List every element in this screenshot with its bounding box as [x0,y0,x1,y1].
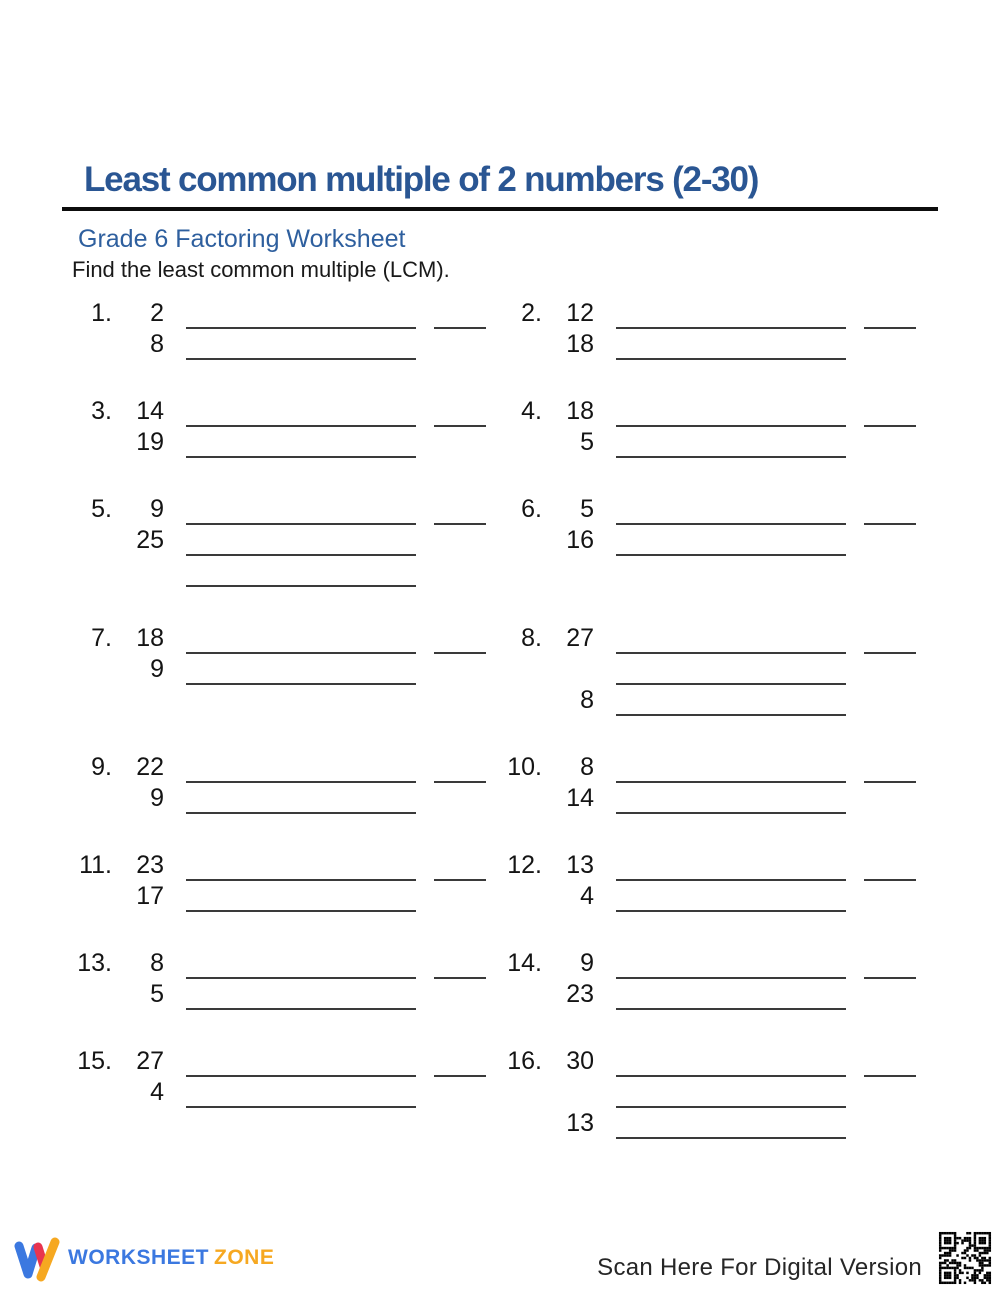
problem-number: 11. [79,851,112,880]
problem-item [64,298,494,360]
page-title: Least common multiple of 2 numbers (2-30) [84,160,759,199]
operand-row [112,556,416,587]
problem-operands [112,494,416,587]
work-line [186,783,416,814]
problem-operands [542,752,846,814]
operand-row [542,1046,846,1077]
operand-row [542,329,846,360]
work-line [616,298,846,329]
operand-row [112,427,416,458]
work-line [616,752,846,783]
answer-blank [434,948,486,979]
operand-row [112,850,416,881]
operand-value: 14 [136,397,164,426]
answer-blank [864,396,916,427]
work-line [616,1108,846,1139]
problem-item [494,298,924,360]
problem-operands [112,1046,416,1108]
problem-item [494,396,924,458]
problem-operands [112,752,416,814]
operand-value: 8 [580,753,594,782]
problem-operands [112,850,416,912]
worksheet-footer [0,1216,1000,1294]
operand-value: 9 [150,655,164,684]
work-line [616,685,846,716]
problem-item [64,752,494,814]
problem-operands [112,948,416,1010]
operand-value: 4 [580,882,594,911]
operand-value: 23 [136,851,164,880]
work-line [186,556,416,587]
operand-row [542,623,846,654]
operand-value: 9 [580,949,594,978]
answer-blank [864,298,916,329]
work-line [616,979,846,1010]
operand-value: 5 [580,428,594,457]
work-line [616,427,846,458]
operand-row [112,623,416,654]
problem-number: 15. [77,1047,112,1076]
problem-item [64,850,494,912]
problem-number: 6. [521,495,542,524]
worksheetzone-w-icon [14,1232,60,1284]
problem-item [64,623,494,716]
operand-value: 8 [150,949,164,978]
operand-row [112,396,416,427]
work-line [616,1077,846,1108]
operand-row [542,494,846,525]
problem-number: 14. [507,949,542,978]
work-line [186,850,416,881]
operand-value: 30 [566,1047,594,1076]
operand-value [542,654,594,685]
work-line [616,494,846,525]
problem-number: 13. [77,949,112,978]
operand-row [112,654,416,685]
problem-number: 9. [91,753,112,782]
work-line [186,329,416,360]
operand-row [542,396,846,427]
problem-operands [542,494,846,556]
qr-code-icon [934,1226,996,1290]
operand-row [112,979,416,1010]
operand-value: 16 [566,526,594,555]
work-line [186,427,416,458]
operand-value: 18 [566,330,594,359]
worksheet-header [0,0,1000,283]
problem-number: 3. [91,397,112,426]
work-line [186,979,416,1010]
work-line [616,783,846,814]
operand-value: 18 [136,624,164,653]
operand-value: 14 [566,784,594,813]
operand-row [112,948,416,979]
problem-operands [542,1046,846,1139]
operand-row [542,881,846,912]
operand-value [112,556,164,587]
work-line [186,298,416,329]
answer-blank [434,850,486,881]
problem-item [494,1046,924,1139]
problem-number: 10. [507,753,542,782]
answer-blank [434,298,486,329]
work-line [616,329,846,360]
answer-blank [864,948,916,979]
title-divider [62,207,938,211]
operand-row [112,783,416,814]
operand-row [542,850,846,881]
problem-item [494,494,924,587]
problem-item [64,1046,494,1139]
problem-number: 16. [507,1047,542,1076]
operand-row [542,1077,846,1108]
operand-row [112,298,416,329]
work-line [186,494,416,525]
problem-operands [542,948,846,1010]
operand-row [112,752,416,783]
problem-operands [112,623,416,685]
operand-row [542,685,846,716]
work-line [186,881,416,912]
worksheet-subtitle: Grade 6 Factoring Worksheet [78,225,406,254]
work-line [186,948,416,979]
operand-row [112,881,416,912]
operand-value [542,1077,594,1108]
problem-number: 4. [521,397,542,426]
work-line [616,850,846,881]
answer-blank [434,494,486,525]
work-line [616,525,846,556]
answer-blank [864,623,916,654]
operand-row [542,525,846,556]
work-line [616,396,846,427]
operand-value: 5 [580,495,594,524]
answer-blank [864,1046,916,1077]
operand-row [112,1077,416,1108]
operand-value: 13 [566,851,594,880]
operand-value: 27 [566,624,594,653]
operand-row [542,948,846,979]
work-line [616,1046,846,1077]
operand-value: 17 [136,882,164,911]
answer-blank [434,752,486,783]
brand-name-zone: ZONE [214,1246,275,1269]
work-line [186,1077,416,1108]
problems-grid [0,283,1000,1139]
problem-number: 12. [507,851,542,880]
answer-blank [864,494,916,525]
operand-row [112,329,416,360]
worksheet-instruction: Find the least common multiple (LCM). [72,257,450,283]
problem-number: 8. [521,624,542,653]
operand-row [542,979,846,1010]
answer-blank [434,623,486,654]
problem-item [64,396,494,458]
operand-row [542,1108,846,1139]
operand-value: 27 [136,1047,164,1076]
operand-row [112,525,416,556]
problem-number: 7. [91,624,112,653]
operand-row [542,783,846,814]
work-line [186,396,416,427]
problem-operands [112,396,416,458]
problem-operands [542,298,846,360]
operand-value: 5 [150,980,164,1009]
operand-value: 13 [566,1109,594,1138]
answer-blank [434,1046,486,1077]
problem-number: 2. [521,299,542,328]
answer-blank [434,396,486,427]
operand-value: 8 [150,330,164,359]
worksheetzone-logo [14,1232,274,1284]
problem-operands [542,850,846,912]
problem-operands [112,298,416,360]
operand-value: 4 [150,1078,164,1107]
operand-value: 9 [150,495,164,524]
work-line [616,623,846,654]
operand-row [112,1046,416,1077]
problem-item [64,948,494,1010]
answer-blank [864,850,916,881]
problem-operands [542,623,846,716]
problem-number: 1. [91,299,112,328]
work-line [616,654,846,685]
operand-value: 2 [150,299,164,328]
operand-row [542,427,846,458]
work-line [186,1046,416,1077]
work-line [186,623,416,654]
problem-item [494,623,924,716]
problem-number: 5. [91,495,112,524]
answer-blank [864,752,916,783]
operand-value: 18 [566,397,594,426]
operand-value: 12 [566,299,594,328]
brand-name-worksheet: WORKSHEET [68,1246,209,1269]
work-line [186,752,416,783]
operand-value: 22 [136,753,164,782]
problem-item [494,850,924,912]
operand-value: 23 [566,980,594,1009]
operand-row [112,494,416,525]
problem-item [64,494,494,587]
operand-value: 8 [580,686,594,715]
operand-value: 19 [136,428,164,457]
work-line [616,948,846,979]
operand-value: 9 [150,784,164,813]
problem-item [494,752,924,814]
work-line [186,525,416,556]
operand-row [542,298,846,329]
operand-row [542,752,846,783]
scan-here-text: Scan Here For Digital Version [597,1254,922,1281]
operand-row [542,654,846,685]
work-line [616,881,846,912]
problem-item [494,948,924,1010]
operand-value: 25 [136,526,164,555]
problem-operands [542,396,846,458]
work-line [186,654,416,685]
